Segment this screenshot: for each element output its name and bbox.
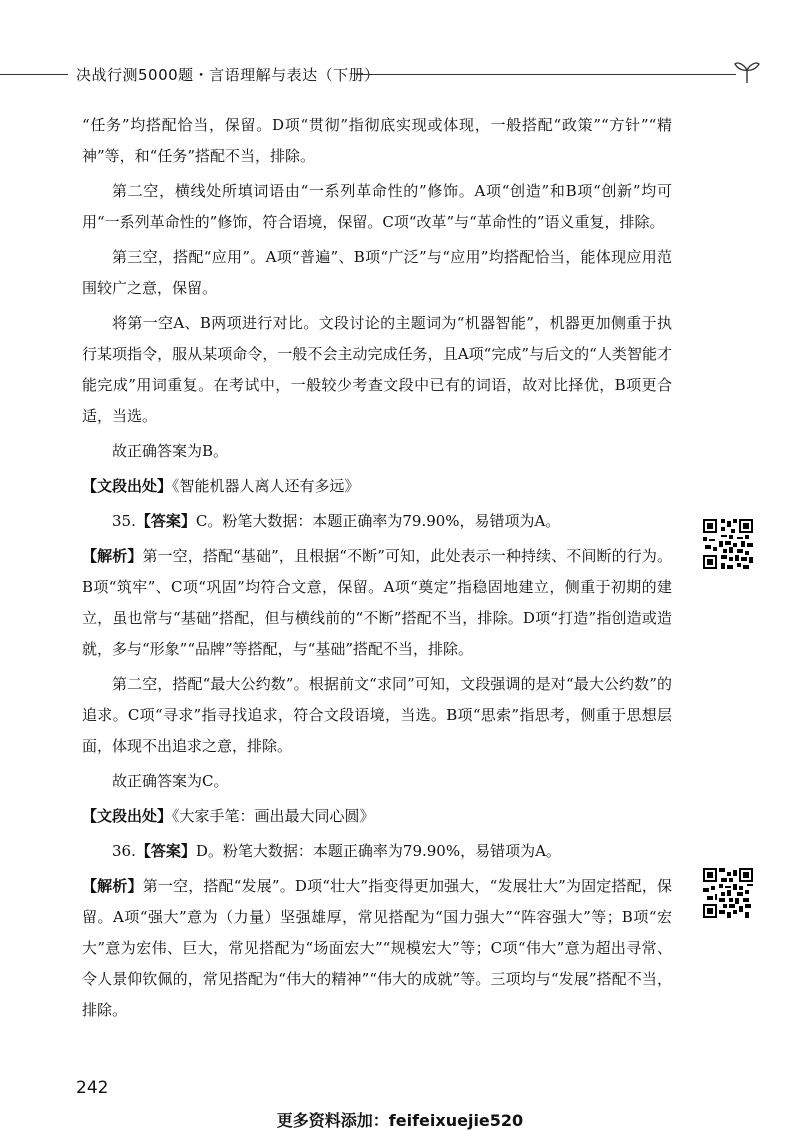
- paragraph: 将第一空A、B两项进行对比。文段讨论的主题词为“机器智能”，机器更加侧重于执行某项指令，服从某项命令，一般不会主动完成任务，且A项“完成”与后文的“人类智能才能完成”用词重复。在考试中，一般较少考查文段中已有的词语，故对比择优，B项更合适，当选。: [82, 314, 672, 425]
- header-rule-right: [356, 74, 736, 75]
- answer-line-36: 36.【答案】D。粉笔大数据：本题正确率为79.90%，易错项为A。: [112, 842, 561, 860]
- page-number: 242: [76, 1078, 109, 1098]
- analysis-paragraph: 【解析】第一空，搭配“基础”，且根据“不断”可知，此处表示一种持续、不间断的行为。B项“筑牢”、C项“巩固”均符合文意，保留。A项“奠定”指稳固地建立，侧重于初期的建立，虽也常与“基础”搭配，但与横线前的“不断”搭配不当，排除。D项“打造”指创造或造就，多与“形象”“品牌”等搭配，与“基础”搭配不当，排除。: [82, 547, 672, 658]
- footer-note: 更多资料添加：feifeixuejie520: [276, 1111, 524, 1130]
- answer-conclusion: 故正确答案为C。: [112, 772, 229, 790]
- answer-line-35: 35.【答案】C。粉笔大数据：本题正确率为79.90%，易错项为A。: [112, 512, 561, 530]
- running-header: [0, 60, 800, 90]
- analysis-paragraph: 【解析】第一空，搭配“发展”。D项“壮大”指变得更加强大，“发展壮大”为固定搭配，保留。A项“强大”意为（力量）坚强雄厚，常见搭配为“国力强大”“阵容强大”等；B项“宏大”意为宏伟、巨大，常见搭配为“场面宏大”“规模宏大”等；C项“伟大”意为超出寻常、令人景仰钦佩的，常见搭配为“伟大的精神”“伟大的成就”等。三项均与“发展”搭配不当，排除。: [82, 877, 672, 1019]
- header-title: 决战行测5000题・言语理解与表达（下册）: [76, 66, 380, 84]
- analysis-tag: 【解析】: [82, 547, 143, 565]
- paragraph: 第二空，横线处所填词语由“一系列革命性的”修饰。A项“创造”和B项“创新”均可用“一系列革命性的”修饰，符合语境，保留。C项“改革”与“革命性的”语义重复，排除。: [82, 182, 672, 231]
- qr-code-icon[interactable]: [703, 868, 753, 918]
- source-line: 【文段出处】《大家手笔：画出最大同心圆》: [82, 807, 375, 825]
- analysis-tag: 【解析】: [82, 877, 143, 895]
- answer-tag: 【答案】: [135, 842, 196, 860]
- source-line: 【文段出处】《智能机器人离人还有多远》: [82, 477, 360, 495]
- header-rule-left: [0, 74, 68, 75]
- answer-conclusion: 故正确答案为B。: [112, 442, 229, 460]
- paragraph: 第二空，搭配“最大公约数”。根据前文“求同”可知，文段强调的是对“最大公约数”的追求。C项“寻求”指寻找追求，符合文段语境，当选。B项“思索”指思考，侧重于思想层面，体现不出追求之意，排除。: [82, 675, 672, 755]
- sprout-icon: [734, 60, 760, 84]
- qr-code-icon[interactable]: [703, 519, 753, 569]
- paragraph: “任务”均搭配恰当，保留。D项“贯彻”指彻底实现或体现，一般搭配“政策”“方针”“精神”等，和“任务”搭配不当，排除。: [82, 116, 672, 165]
- paragraph: 第三空，搭配“应用”。A项“普遍”、B项“广泛”与“应用”均搭配恰当，能体现应用范围较广之意，保留。: [82, 248, 672, 297]
- answer-explanations: [82, 110, 672, 1030]
- source-tag: 【文段出处】: [82, 807, 173, 825]
- source-tag: 【文段出处】: [82, 477, 173, 495]
- answer-tag: 【答案】: [135, 512, 196, 530]
